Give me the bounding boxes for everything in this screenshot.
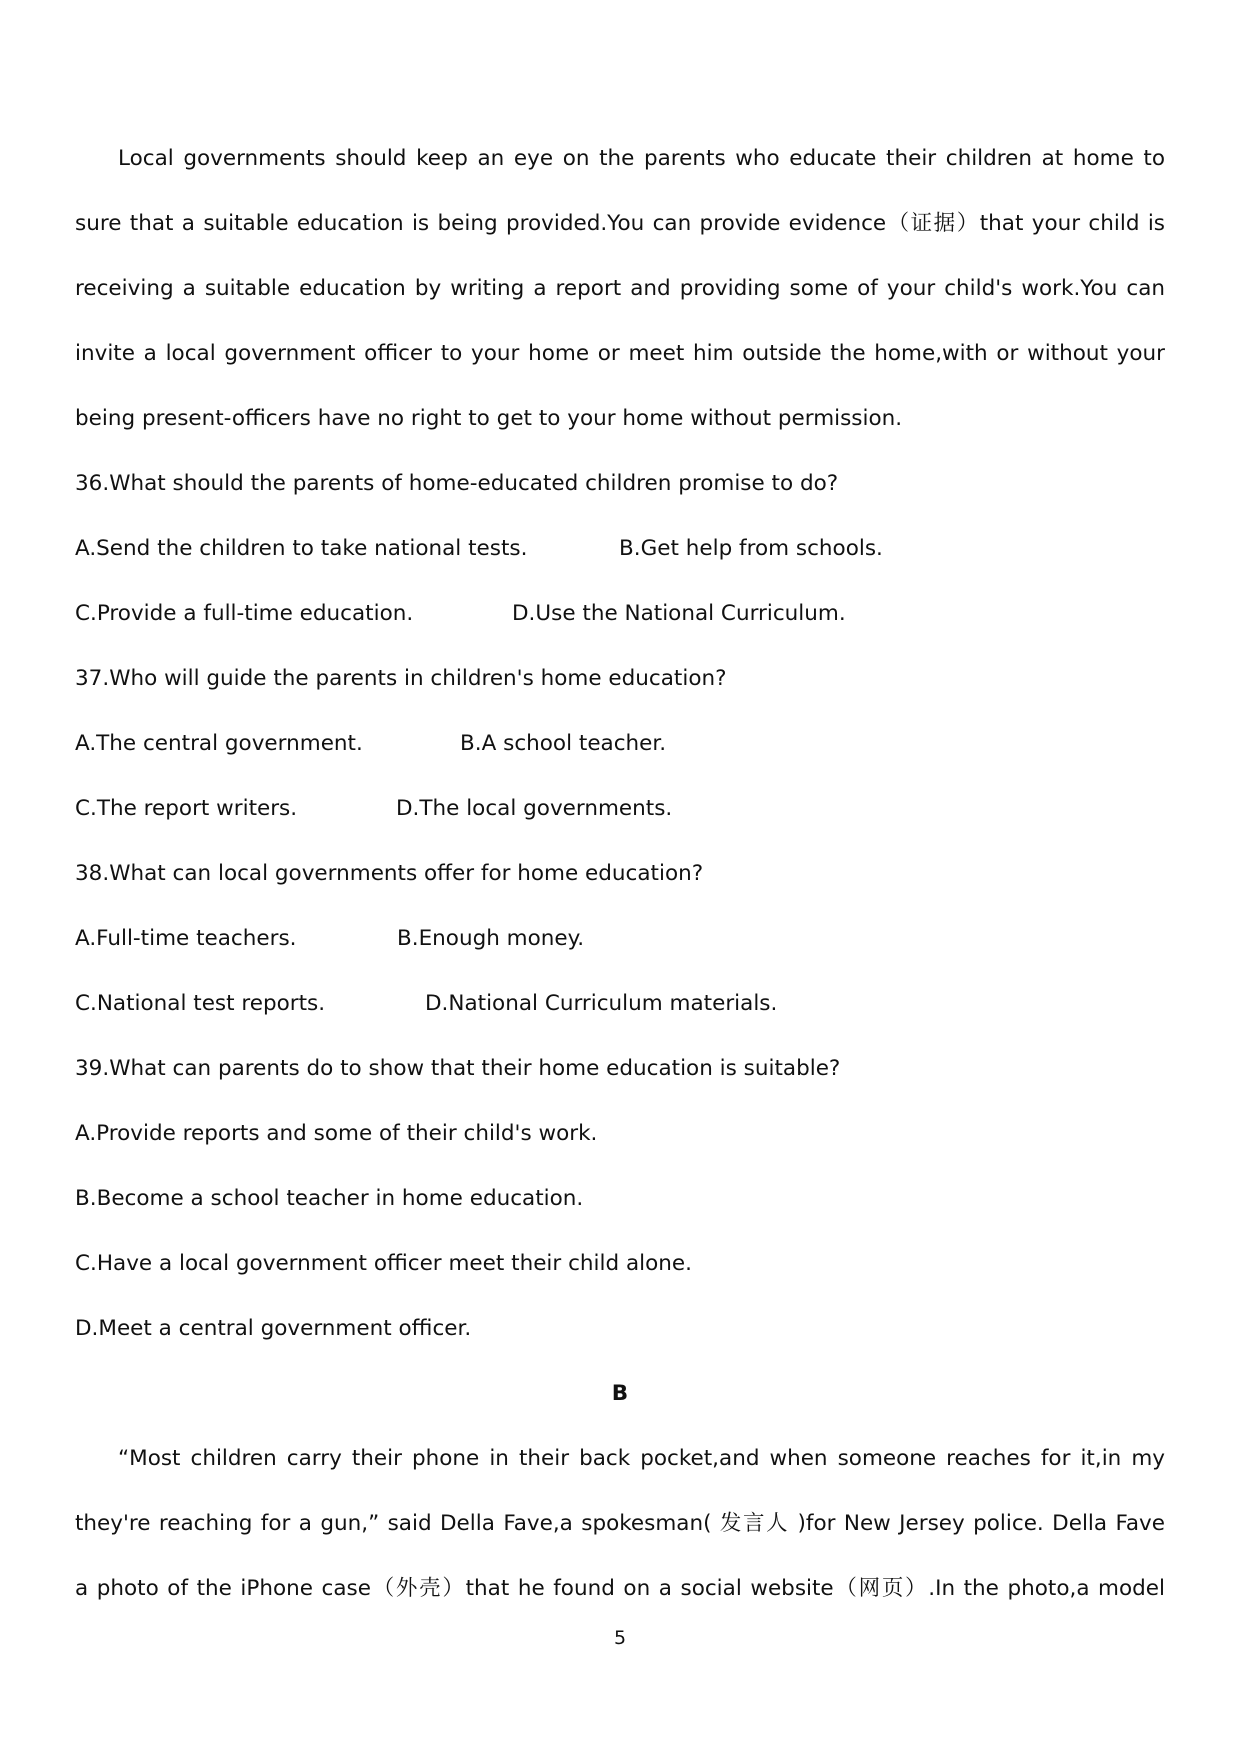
question-38-option-a: A.Full-time teachers. <box>75 926 297 951</box>
question-36-option-c: C.Provide a full-time education. <box>75 601 414 626</box>
question-36-option-d: D.Use the National Curriculum. <box>512 601 846 626</box>
question-37-option-b: B.A school teacher. <box>460 731 667 756</box>
question-39-stem: 39.What can parents do to show that their home education is suitable? <box>75 1056 841 1081</box>
question-36-option-b: B.Get help from schools. <box>619 536 883 561</box>
question-39-option-c: C.Have a local government officer meet their child alone. <box>75 1251 692 1276</box>
question-37-option-a: A.The central government. <box>75 731 363 756</box>
page-number: 5 <box>613 1627 627 1649</box>
question-39-option-d: D.Meet a central government officer. <box>75 1316 472 1341</box>
passage-a-line-2: sure that a suitable education is being provided.You can provide evidence（证据）that your child is <box>75 211 1165 236</box>
section-b-line-2: they're reaching for a gun,” said Della Fave,a spokesman( 发言人 )for New Jersey police. Della Fave <box>75 1511 1165 1536</box>
question-37-stem: 37.Who will guide the parents in children's home education? <box>75 666 727 691</box>
question-37-options-row-2 <box>75 783 1165 848</box>
passage-a-line-3: receiving a suitable education by writing a report and providing some of your child's work.You can <box>75 276 1165 301</box>
question-38-options-row-2 <box>75 978 1165 1043</box>
question-38-option-c: C.National test reports. <box>75 991 326 1016</box>
question-36-options-row-1 <box>75 523 1165 588</box>
question-38-option-d: D.National Curriculum materials. <box>425 991 778 1016</box>
section-b-title: B <box>611 1381 629 1406</box>
question-37-options-row-1 <box>75 718 1165 783</box>
section-b-line-1: “Most children carry their phone in their back pocket,and when someone reaches for it,in my <box>118 1446 1165 1471</box>
page-content <box>75 133 1165 1628</box>
passage-a-line-1: Local governments should keep an eye on the parents who educate their children at home to <box>118 146 1165 171</box>
question-39-option-a: A.Provide reports and some of their child's work. <box>75 1121 598 1146</box>
passage-a-line-4: invite a local government officer to your home or meet him outside the home,with or without your <box>75 341 1165 366</box>
passage-a-line-5: being present-officers have no right to get to your home without permission. <box>75 406 903 431</box>
question-36-stem: 36.What should the parents of home-educated children promise to do? <box>75 471 839 496</box>
question-36-option-a: A.Send the children to take national tests. <box>75 536 528 561</box>
question-37-option-c: C.The report writers. <box>75 796 298 821</box>
question-38-stem: 38.What can local governments offer for home education? <box>75 861 704 886</box>
section-b-line-3: a photo of the iPhone case（外壳）that he found on a social website（网页）.In the photo,a model <box>75 1576 1165 1601</box>
question-39-option-b: B.Become a school teacher in home education. <box>75 1186 584 1211</box>
question-38-options-row-1 <box>75 913 1165 978</box>
question-36-options-row-2 <box>75 588 1165 653</box>
question-37-option-d: D.The local governments. <box>396 796 673 821</box>
question-38-option-b: B.Enough money. <box>397 926 585 951</box>
